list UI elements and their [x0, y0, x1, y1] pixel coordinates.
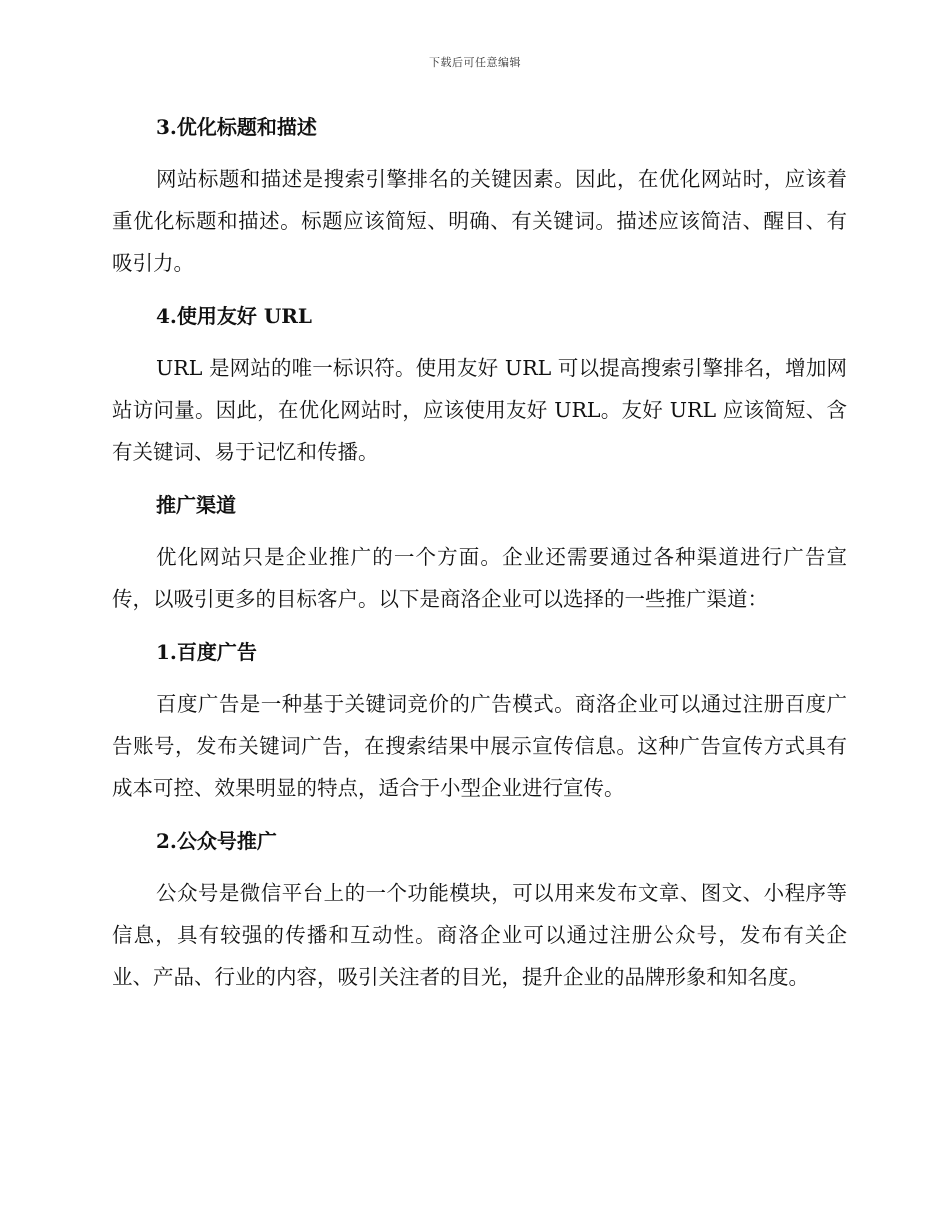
section-paragraph: URL 是网站的唯一标识符。使用友好 URL 可以提高搜索引擎排名，增加网站访问量。因此，在优化网站时，应该使用友好 URL。友好 URL 应该简短、含有关键词、易于记忆和传播。: [112, 356, 847, 464]
page-header: 下载后可任意编辑: [429, 56, 521, 69]
section-heading: 推广渠道: [156, 493, 236, 517]
document-body: [112, 105, 847, 1008]
section-paragraph: 百度广告是一种基于关键词竞价的广告模式。商洛企业可以通过注册百度广告账号，发布关键词广告，在搜索结果中展示宣传信息。这种广告宣传方式具有成本可控、效果明显的特点，适合于小型企业进行宣传。: [112, 692, 847, 800]
section-optimize-title: [112, 105, 847, 284]
section-heading: 1.百度广告: [156, 640, 257, 664]
section-friendly-url: [112, 294, 847, 473]
section-official-account: [112, 819, 847, 998]
section-paragraph: 公众号是微信平台上的一个功能模块，可以用来发布文章、图文、小程序等信息，具有较强的传播和互动性。商洛企业可以通过注册公众号，发布有关企业、产品、行业的内容，吸引关注者的目光，提升企业的品牌形象和知名度。: [112, 881, 847, 989]
section-paragraph: 优化网站只是企业推广的一个方面。企业还需要通过各种渠道进行广告宣传，以吸引更多的目标客户。以下是商洛企业可以选择的一些推广渠道：: [112, 545, 847, 611]
section-heading: 4.使用友好 URL: [156, 304, 312, 328]
section-promotion-channels: [112, 483, 847, 620]
section-baidu-ads: [112, 630, 847, 809]
section-heading: 3.优化标题和描述: [156, 115, 317, 139]
section-paragraph: 网站标题和描述是搜索引擎排名的关键因素。因此，在优化网站时，应该着重优化标题和描述。标题应该简短、明确、有关键词。描述应该简洁、醒目、有吸引力。: [112, 167, 847, 275]
section-heading: 2.公众号推广: [156, 829, 277, 853]
